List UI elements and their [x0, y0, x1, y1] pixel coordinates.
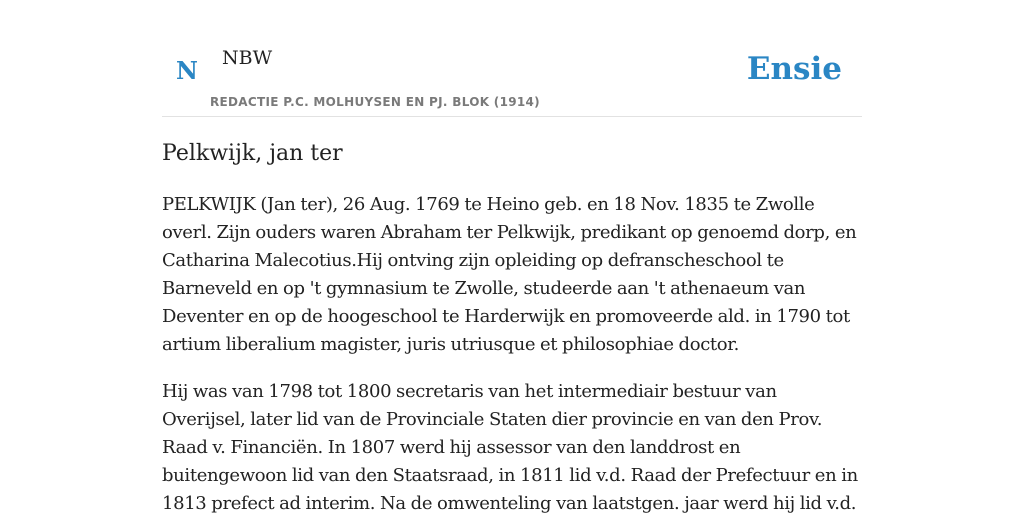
article-body [162, 136, 862, 518]
source-logo[interactable]: N [176, 56, 198, 85]
article-paragraph: PELKWIJK (Jan ter), 26 Aug. 1769 te Heino geb. en 18 Nov. 1835 te Zwolle overl. Zijn ouders waren Abraham ter Pelkwijk, predikant op genoemd dorp, en Catharina Malecotius.Hij ontving zijn opleiding op defranscheschool te Barneveld en op 't gymnasium te Zwolle, studeerde aan 't athenaeum van Deventer en op de hoogeschool te Harderwijk en promoveerde ald. in 1790 tot artium liberalium magister, juris utriusque et philosophiae doctor. [162, 194, 857, 355]
page-title: Pelkwijk, jan ter [162, 141, 343, 166]
source-editors: REDACTIE P.C. MOLHUYSEN EN PJ. BLOK (1914) [210, 95, 540, 109]
entry-header [162, 0, 862, 117]
brand-logo[interactable]: Ensie [746, 51, 842, 87]
source-name[interactable]: NBW [222, 47, 273, 69]
article-paragraph: Hij was van 1798 tot 1800 secretaris van het intermediair bestuur van Overijsel, later lid van de Provinciale Staten dier provincie en van den Prov. Raad v. Financiën. In 1807 werd hij assessor van den landdrost en buitengewoon lid van den Staatsraad, in 1811 lid v.d. Raad der Prefectuur en in 1813 prefect ad interim. Na de omwenteling van laatstgen. jaar werd hij lid v.d. [162, 381, 858, 514]
